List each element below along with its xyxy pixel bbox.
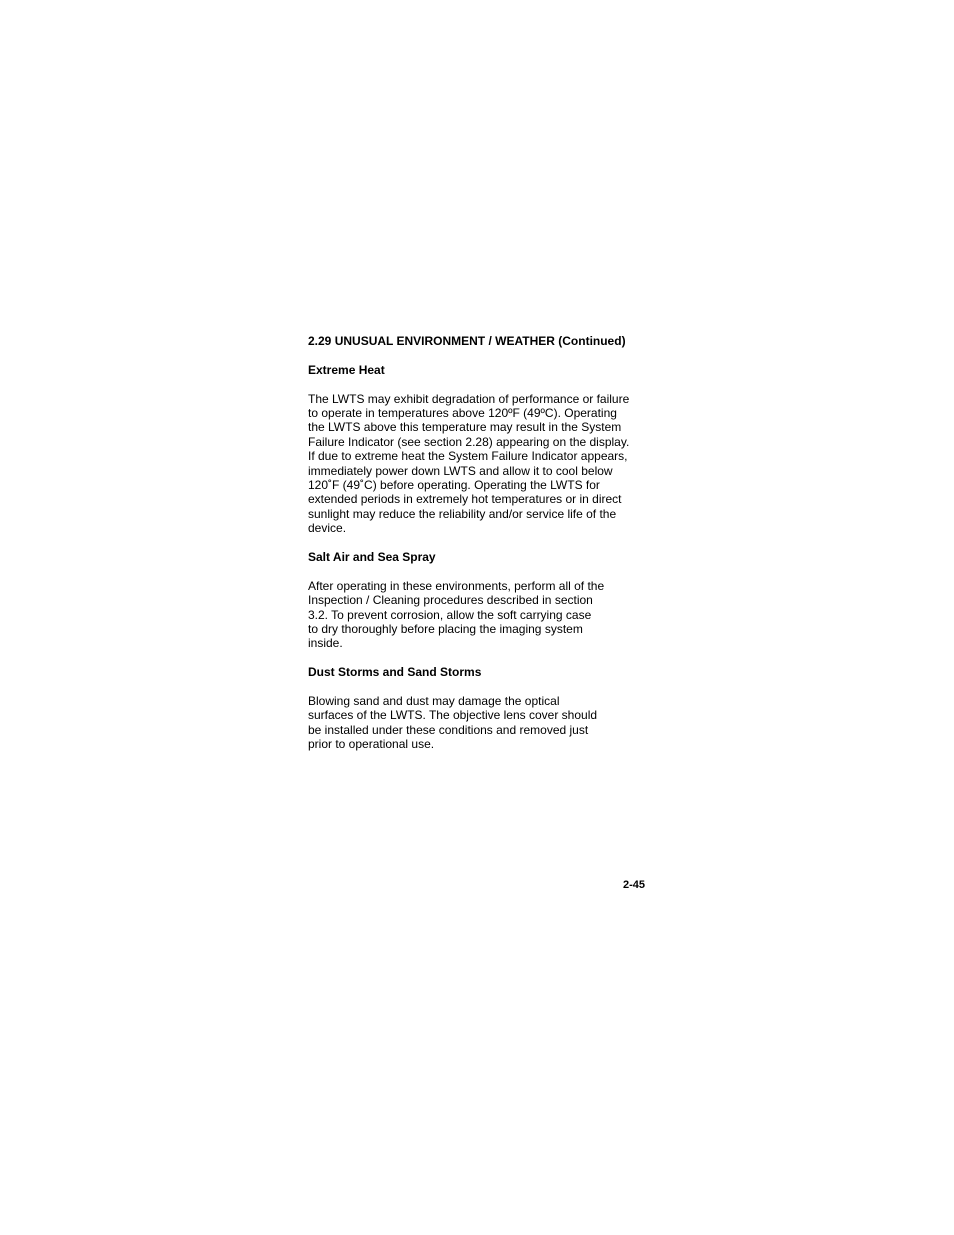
paragraph-extreme-heat	[308, 392, 653, 536]
paragraph-line: Blowing sand and dust may damage the optical	[308, 694, 560, 709]
paragraph-line: After operating in these environments, perform all of the	[308, 578, 605, 593]
paragraph-line: to dry thoroughly before placing the imaging system	[308, 622, 583, 637]
paragraph-line: prior to operational use.	[308, 737, 435, 752]
heading-salt-air: Salt Air and Sea Spray	[308, 550, 436, 565]
page-content	[308, 334, 653, 752]
page-number: 2-45	[623, 879, 646, 891]
paragraph-line: extended periods in extremely hot temperatures or in direct	[308, 492, 622, 507]
paragraph-line: device.	[308, 521, 347, 536]
paragraph-line: the LWTS above this temperature may result in the System	[308, 420, 622, 435]
paragraph-line: The LWTS may exhibit degradation of performance or failure	[308, 391, 630, 406]
paragraph-line: inside.	[308, 636, 343, 651]
paragraph-line: Failure Indicator (see section 2.28) appearing on the display.	[308, 434, 630, 449]
paragraph-line: 120˚F (49˚C) before operating. Operating the LWTS for	[308, 478, 600, 493]
paragraph-line: be installed under these conditions and removed just	[308, 722, 589, 737]
section-title: 2.29 UNUSUAL ENVIRONMENT / WEATHER (Continued)	[308, 334, 626, 348]
heading-dust-storms: Dust Storms and Sand Storms	[308, 665, 482, 680]
heading-extreme-heat: Extreme Heat	[308, 362, 385, 377]
paragraph-line: immediately power down LWTS and allow it to cool below	[308, 463, 613, 478]
paragraph-line: If due to extreme heat the System Failure Indicator appears,	[308, 449, 628, 464]
paragraph-dust-storms	[308, 694, 653, 752]
paragraph-line: surfaces of the LWTS. The objective lens cover should	[308, 708, 598, 723]
paragraph-salt-air	[308, 579, 653, 651]
paragraph-line: 3.2. To prevent corrosion, allow the soft carrying case	[308, 607, 592, 622]
paragraph-line: sunlight may reduce the reliability and/or service life of the	[308, 506, 617, 521]
paragraph-line: to operate in temperatures above 120ºF (49ºC). Operating	[308, 406, 617, 420]
paragraph-line: Inspection / Cleaning procedures described in section	[308, 593, 593, 608]
